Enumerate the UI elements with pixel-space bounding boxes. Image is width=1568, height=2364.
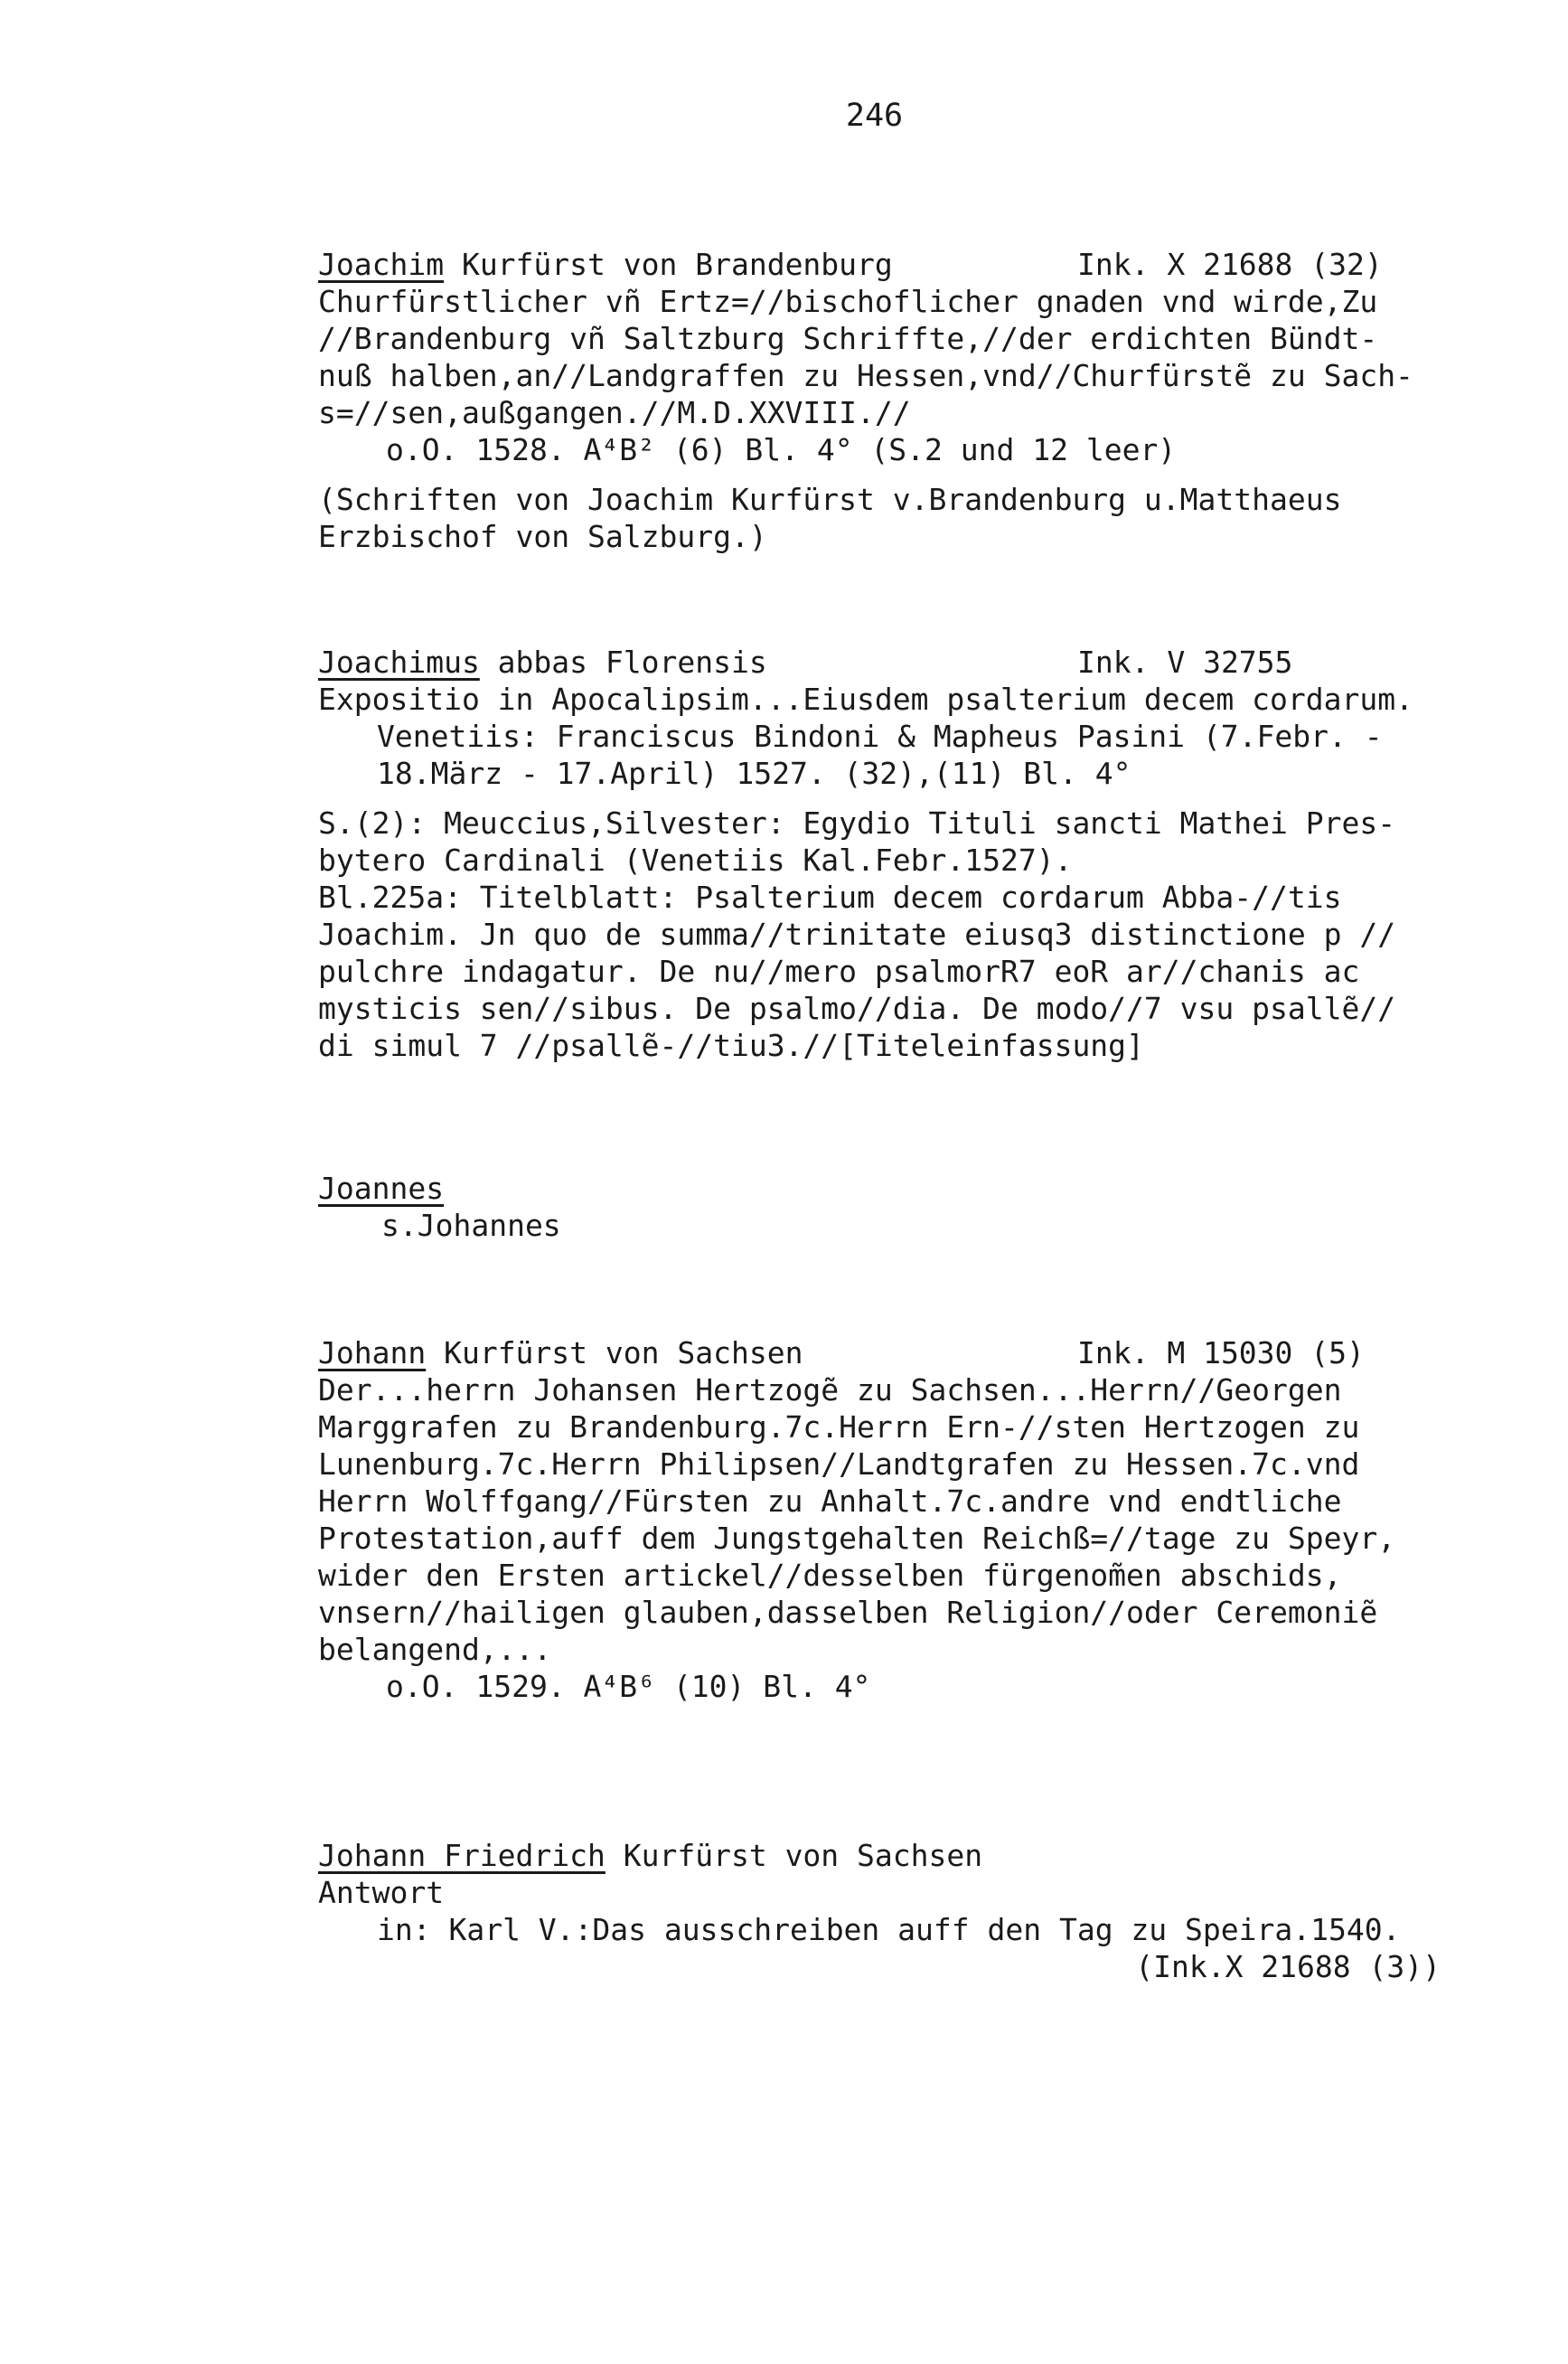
entry-line: Protestation,auff dem Jungstgehalten Reichß=//tage zu Speyr,	[318, 1521, 1396, 1556]
entry-heading	[318, 1334, 1511, 1371]
heading-name: Joannes	[318, 1171, 445, 1206]
entry-note: Erzbischof von Salzburg.)	[318, 519, 767, 554]
entry-line: 18.März - 17.April) 1527. (32),(11) Bl. 4°	[377, 756, 1131, 791]
entry-joachimus	[318, 644, 1511, 1064]
entry-joachim	[318, 246, 1511, 555]
entry-line: o.O. 1529. A⁴B⁶ (10) Bl. 4°	[386, 1669, 871, 1704]
entry-line: Herrn Wolffgang//Fürsten zu Anhalt.7c.andre vnd endtliche	[318, 1483, 1342, 1519]
entry-johann-friedrich	[318, 1837, 1511, 1985]
entry-line: belangend,...	[318, 1632, 552, 1667]
entry-heading	[318, 644, 1511, 681]
entry-line: Venetiis: Franciscus Bindoni & Mapheus Pasini (7.Febr. -	[377, 719, 1383, 754]
entry-johann	[318, 1334, 1511, 1705]
heading-rest: Kurfürst von Sachsen	[605, 1838, 983, 1873]
heading-name: Johann Friedrich	[318, 1838, 606, 1873]
entry-line: Churfürstlicher vñ Ertz=//bischoflicher gnaden vnd wirde,Zu	[318, 284, 1378, 319]
heading-rest: abbas Florensis	[479, 645, 767, 680]
signature: Ink. M 15030 (5)	[1077, 1335, 1365, 1370]
entry-line: bytero Cardinali (Venetiis Kal.Febr.1527).	[318, 843, 1073, 878]
entry-line: (Ink.X 21688 (3))	[1135, 1949, 1441, 1984]
entry-line: Joachim. Jn quo de summa//trinitate eiusq3 distinctione p //	[318, 917, 1396, 952]
entry-line: wider den Ersten artickel//desselben fürgenom̃en abschids,	[318, 1558, 1342, 1593]
entry-heading	[318, 246, 1511, 283]
page-number: 246	[845, 98, 904, 134]
signature: Ink. X 21688 (32)	[1077, 247, 1383, 282]
entry-heading	[318, 1170, 1511, 1207]
heading-name: Johann	[318, 1335, 427, 1370]
entry-line: di simul 7 //psallẽ-//tiu3.//[Titeleinfassung]	[318, 1028, 1144, 1063]
entry-line: Bl.225a: Titelblatt: Psalterium decem cordarum Abba-//tis	[318, 880, 1342, 915]
entry-line: //Brandenburg vñ Saltzburg Schriffte,//der erdichten Bündt-	[318, 321, 1378, 356]
entry-line: in: Karl V.:Das ausschreiben auff den Tag zu Speira.1540.	[377, 1912, 1401, 1947]
entry-line: o.O. 1528. A⁴B² (6) Bl. 4° (S.2 und 12 leer)	[386, 432, 1177, 467]
cross-reference: s.Johannes	[381, 1208, 561, 1243]
entry-joannes	[318, 1170, 1511, 1244]
entry-line: Expositio in Apocalipsim...Eiusdem psalterium decem cordarum.	[318, 682, 1413, 717]
entry-heading	[318, 1837, 1511, 1874]
entry-line: Lunenburg.7c.Herrn Philipsen//Landtgrafen zu Hessen.7c.vnd	[318, 1446, 1360, 1482]
entry-note: (Schriften von Joachim Kurfürst v.Brandenburg u.Matthaeus	[318, 482, 1342, 517]
heading-rest: Kurfürst von Sachsen	[426, 1335, 803, 1370]
entry-line: S.(2): Meuccius,Silvester: Egydio Tituli sancti Mathei Pres-	[318, 805, 1396, 841]
entry-line: Marggrafen zu Brandenburg.7c.Herrn Ern-//sten Hertzogen zu	[318, 1409, 1360, 1445]
heading-name: Joachimus	[318, 645, 480, 680]
signature: Ink. V 32755	[1077, 645, 1293, 680]
entry-line: pulchre indagatur. De nu//mero psalmorR7 eoR ar//chanis ac	[318, 954, 1360, 989]
entry-line: s=//sen,außgangen.//M.D.XXVIII.//	[318, 395, 911, 430]
entry-line: mysticis sen//sibus. De psalmo//dia. De modo//7 vsu psallẽ//	[318, 991, 1396, 1026]
heading-rest: Kurfürst von Brandenburg	[444, 247, 893, 282]
entry-line: nuß halben,an//Landgraffen zu Hessen,vnd//Churfürstẽ zu Sach-	[318, 358, 1413, 393]
entry-line: Der...herrn Johansen Hertzogẽ zu Sachsen...Herrn//Georgen	[318, 1372, 1342, 1408]
entry-line: vnsern//hailigen glauben,dasselben Religion//oder Ceremoniẽ	[318, 1595, 1378, 1630]
heading-name: Joachim	[318, 247, 445, 282]
entry-line: Antwort	[318, 1875, 445, 1910]
